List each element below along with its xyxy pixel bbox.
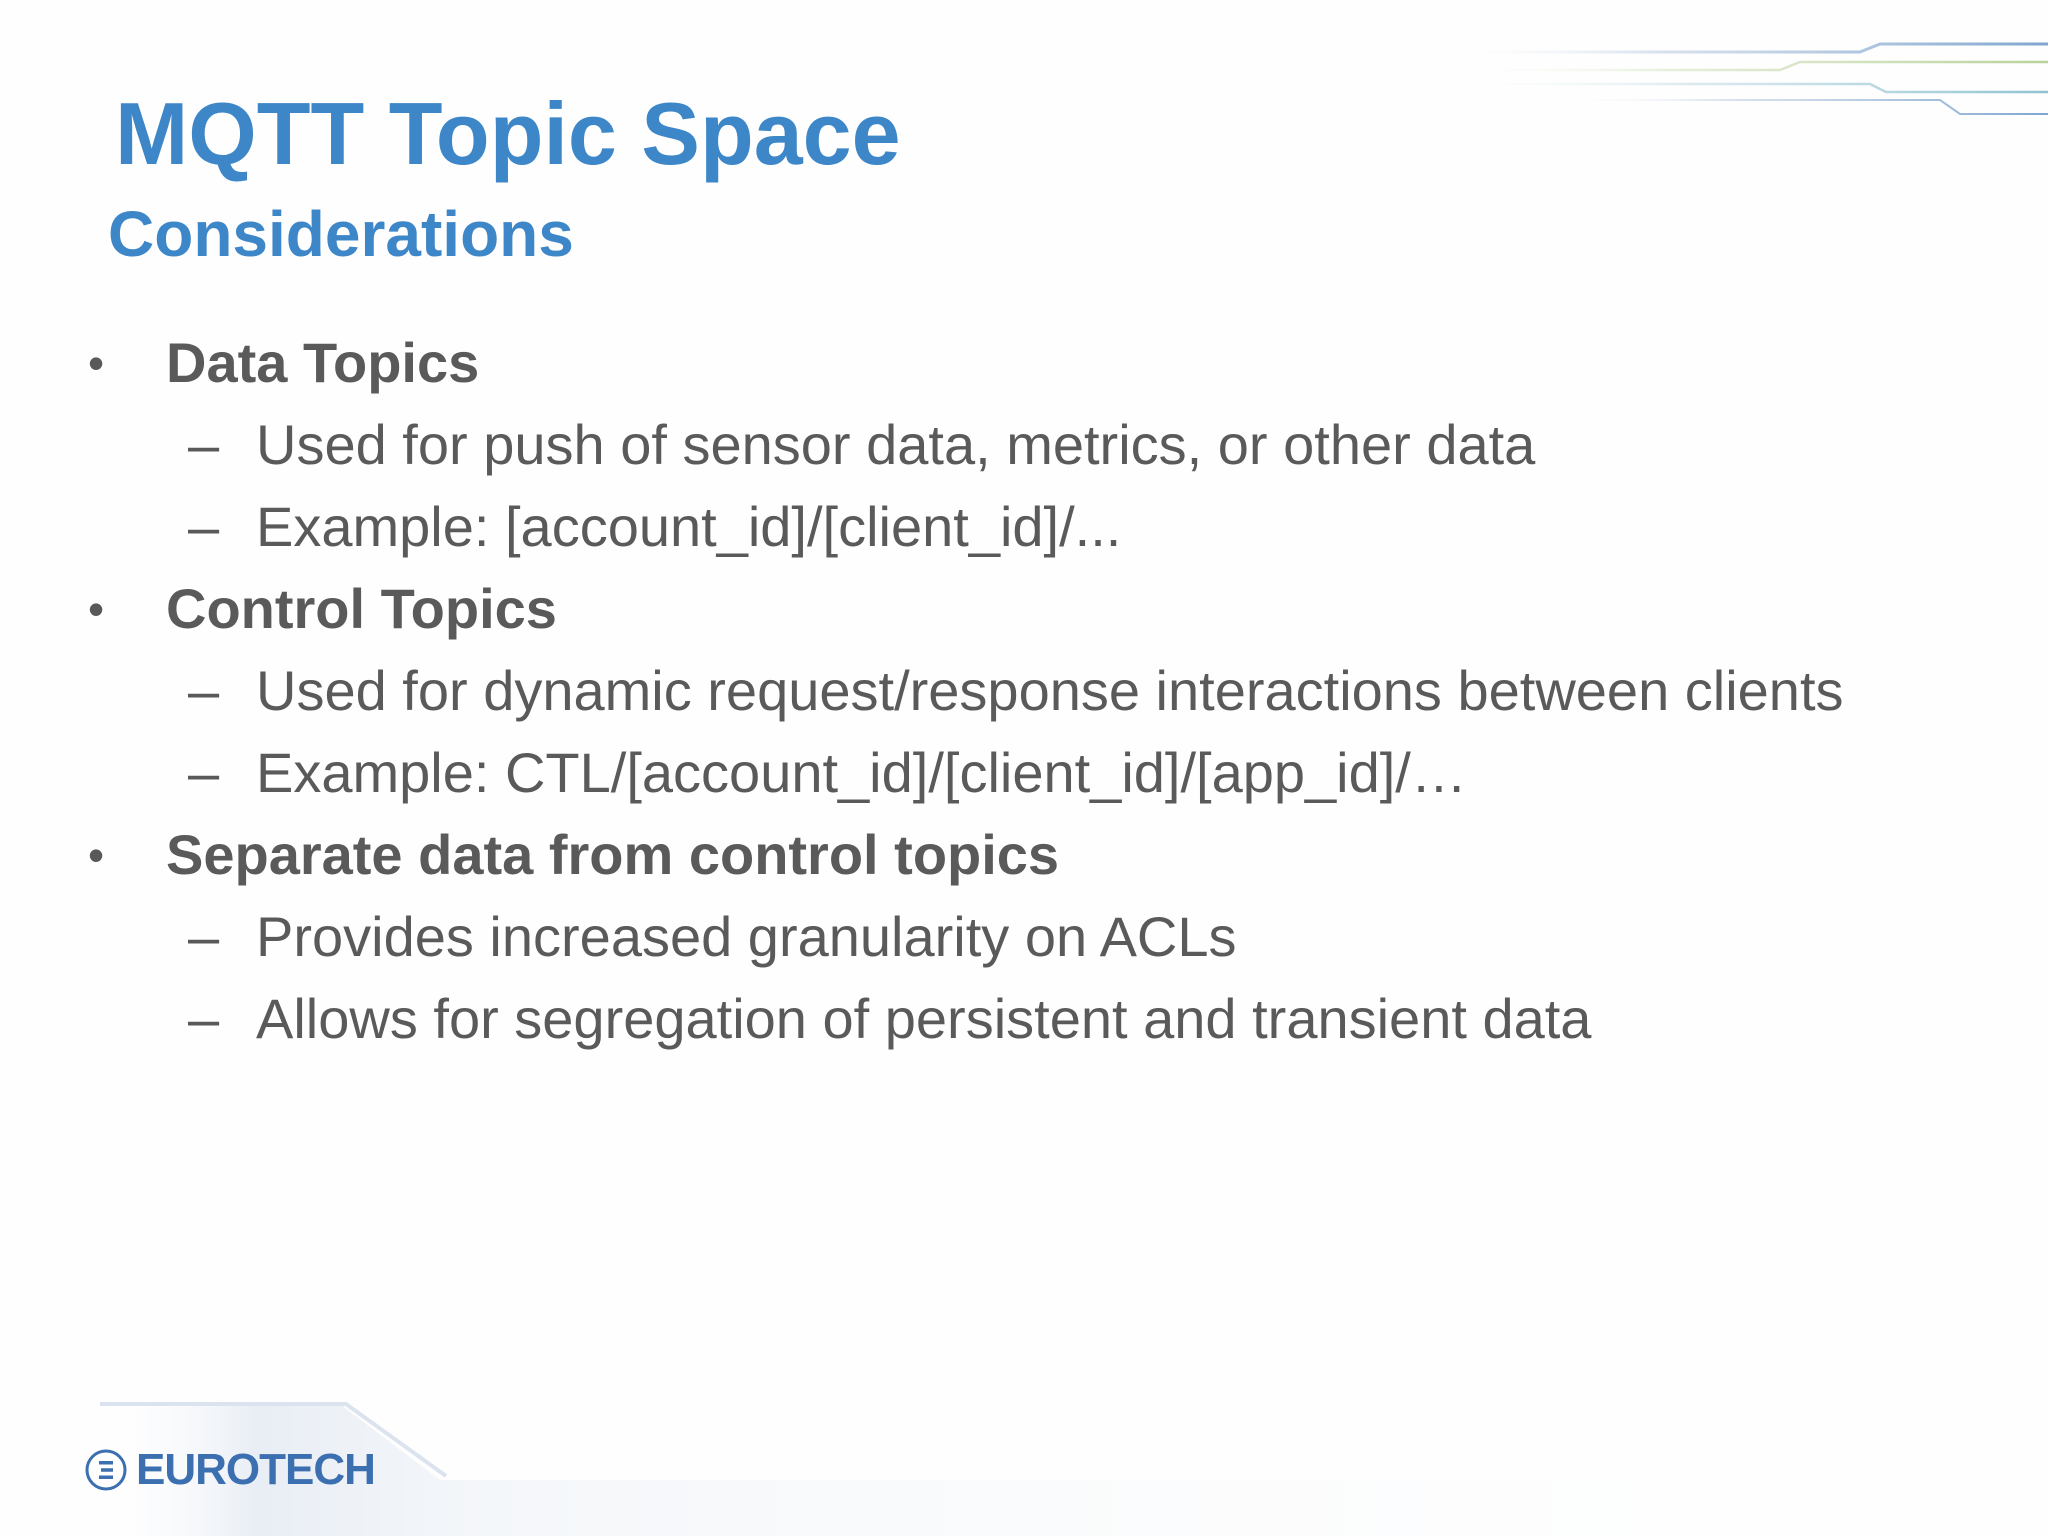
slide-title: MQTT Topic Space	[115, 84, 901, 183]
dash-marker: –	[188, 987, 220, 1050]
sub-item-text: Provides increased granularity on ACLs	[256, 905, 1237, 968]
bullet-text: Control Topics	[166, 577, 557, 640]
sub-item-text: Used for push of sensor data, metrics, or other data	[256, 413, 1536, 476]
sub-item-text: Example: [account_id]/[client_id]/...	[256, 495, 1122, 558]
sub-item-text: Used for dynamic request/response interactions between clients	[256, 659, 1844, 722]
dash-marker: –	[188, 495, 220, 558]
bullet-marker: •	[88, 829, 105, 881]
decorative-lines-top	[1440, 30, 2048, 130]
eurotech-logo	[84, 1442, 375, 1498]
logo-text: EUROTECH	[136, 1445, 375, 1494]
slide-subtitle: Considerations	[108, 198, 574, 270]
sub-item-text: Example: CTL/[account_id]/[client_id]/[app_id]/…	[256, 741, 1467, 804]
dash-marker: –	[188, 905, 220, 968]
eurotech-logo-icon	[84, 1448, 128, 1492]
dash-marker: –	[188, 413, 220, 476]
bullet-marker: •	[88, 337, 105, 389]
bullet-text: Separate data from control topics	[166, 823, 1060, 886]
bullet-marker: •	[88, 583, 105, 635]
bullet-text: Data Topics	[166, 331, 480, 394]
sub-item-text: Allows for segregation of persistent and transient data	[256, 987, 1592, 1050]
dash-marker: –	[188, 741, 220, 804]
dash-marker: –	[188, 659, 220, 722]
